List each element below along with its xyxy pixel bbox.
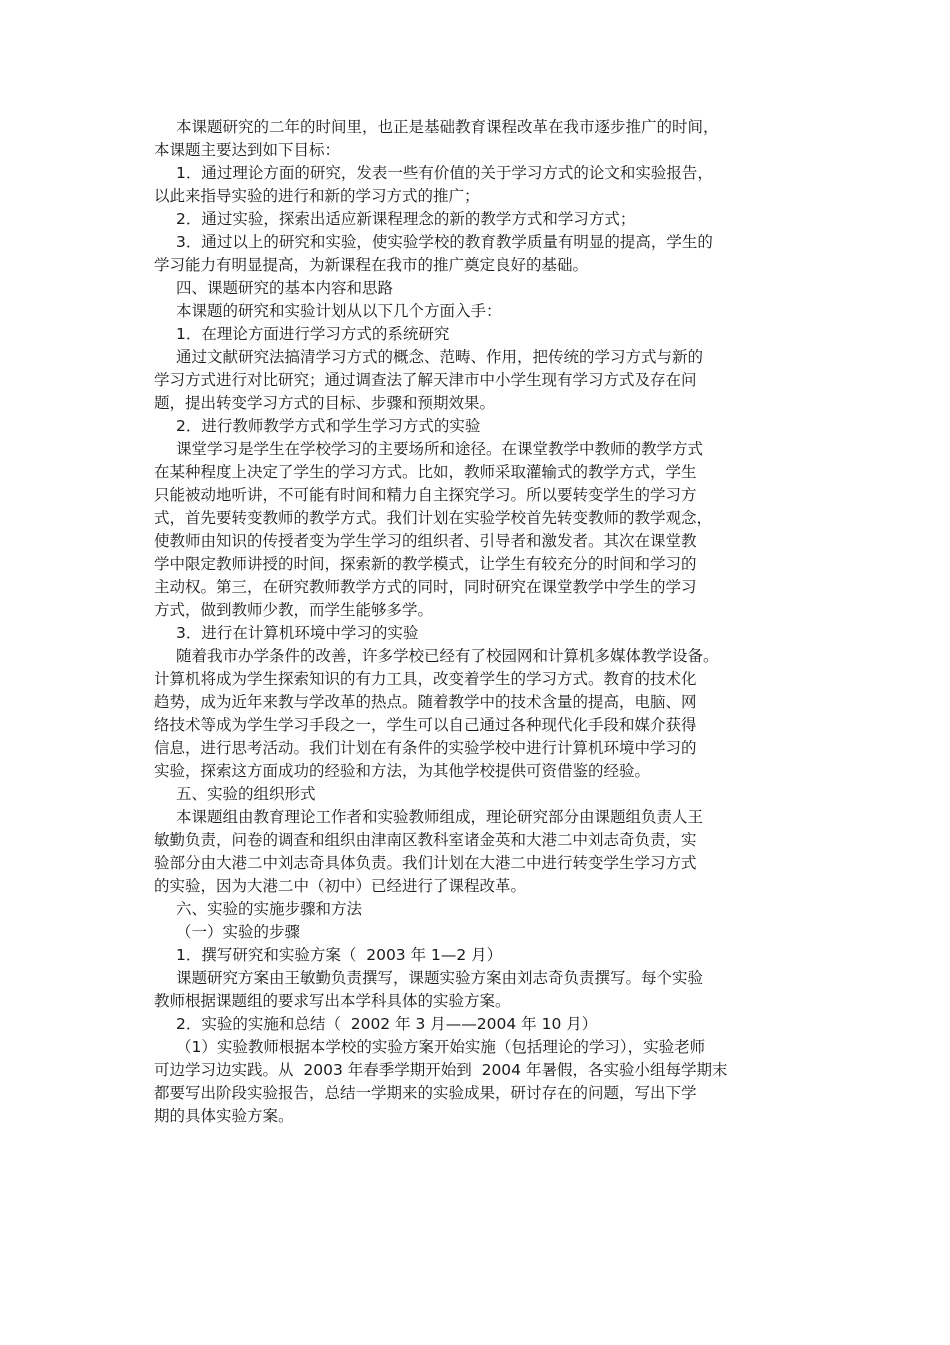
- text-line: 学中限定教师讲授的时间，探索新的教学模式，让学生有较充分的时间和学习的: [154, 555, 697, 573]
- text-line: 在某种程度上决定了学生的学习方式。比如，教师采取灌输式的教学方式，学生: [154, 463, 697, 481]
- text-line: 通过文献研究法搞清学习方式的概念、范畴、作用，把传统的学习方式与新的: [176, 348, 704, 366]
- text-line: 络技术等成为学生学习手段之一，学生可以自己通过各种现代化手段和媒介获得: [154, 716, 697, 734]
- text-line: 教师根据课题组的要求写出本学科具体的实验方案。: [154, 992, 511, 1010]
- text-line: 1．在理论方面进行学习方式的系统研究: [176, 325, 450, 343]
- text-line: （一）实验的步骤: [176, 923, 301, 941]
- text-line: 都要写出阶段实验报告，总结一学期来的实验成果，研讨存在的问题，写出下学: [154, 1084, 697, 1102]
- text-line: 计算机将成为学生探索知识的有力工具，改变着学生的学习方式。教育的技术化: [154, 670, 697, 688]
- text-line: 本课题组由教育理论工作者和实验教师组成，理论研究部分由课题组负责人王: [176, 808, 704, 826]
- text-line: 验部分由大港二中刘志奇具体负责。我们计划在大港二中进行转变学生学习方式: [154, 854, 697, 872]
- text-line: 2．实验的实施和总结（ 2002 年 3 月——2004 年 10 月）: [176, 1015, 598, 1033]
- text-line: 的实验，因为大港二中（初中）已经进行了课程改革。: [154, 877, 527, 895]
- text-line: 3．进行在计算机环境中学习的实验: [176, 624, 419, 642]
- text-line: 实验，探索这方面成功的经验和方法，为其他学校提供可资借鉴的经验。: [154, 762, 651, 780]
- text-line: 使教师由知识的传授者变为学生学习的组织者、引导者和激发者。其次在课堂教: [154, 532, 697, 550]
- text-line: 课题研究方案由王敏勤负责撰写，课题实验方案由刘志奇负责撰写。每个实验: [176, 969, 704, 987]
- text-line: 方式，做到教师少教，而学生能够多学。: [154, 601, 434, 619]
- text-line: 五、实验的组织形式: [176, 785, 316, 803]
- text-line: 期的具体实验方案。: [154, 1107, 294, 1125]
- text-line: 本课题研究的二年的时间里，也正是基础教育课程改革在我市逐步推广的时间，: [176, 118, 719, 136]
- text-line: 以此来指导实验的进行和新的学习方式的推广；: [154, 187, 480, 205]
- text-line: 本课题的研究和实验计划从以下几个方面入手：: [176, 302, 502, 320]
- text-line: 信息，进行思考活动。我们计划在有条件的实验学校中进行计算机环境中学习的: [154, 739, 697, 757]
- text-line: 学习方式进行对比研究；通过调查法了解天津市中小学生现有学习方式及存在问: [154, 371, 697, 389]
- document-body: [154, 116, 790, 1128]
- text-line: 六、实验的实施步骤和方法: [176, 900, 363, 918]
- text-line: 本课题主要达到如下目标：: [154, 141, 341, 159]
- text-line: 2．进行教师教学方式和学生学习方式的实验: [176, 417, 481, 435]
- text-line: 随着我市办学条件的改善，许多学校已经有了校园网和计算机多媒体教学设备。: [176, 647, 719, 665]
- text-line: 1．通过理论方面的研究，发表一些有价值的关于学习方式的论文和实验报告，: [176, 164, 713, 182]
- text-line: 2．通过实验，探索出适应新课程理念的新的教学方式和学习方式；: [176, 210, 636, 228]
- text-line: 学习能力有明显提高，为新课程在我市的推广奠定良好的基础。: [154, 256, 589, 274]
- text-line: 式，首先要转变教师的教学方式。我们计划在实验学校首先转变教师的教学观念，: [154, 509, 713, 527]
- text-line: （1）实验教师根据本学校的实验方案开始实施（包括理论的学习），实验老师: [176, 1038, 706, 1056]
- text-line: 1．撰写研究和实验方案（ 2003 年 1—2 月）: [176, 946, 503, 964]
- text-line: 课堂学习是学生在学校学习的主要场所和途径。在课堂教学中教师的教学方式: [176, 440, 704, 458]
- text-line: 趋势，成为近年来教与学改革的热点。随着教学中的技术含量的提高，电脑、网: [154, 693, 697, 711]
- text-line: 敏勤负责，问卷的调查和组织由津南区教科室诸金英和大港二中刘志奇负责，实: [154, 831, 697, 849]
- text-line: 主动权。第三，在研究教师教学方式的同时，同时研究在课堂教学中学生的学习: [154, 578, 697, 596]
- text-line: 只能被动地听讲，不可能有时间和精力自主探究学习。所以要转变学生的学习方: [154, 486, 697, 504]
- text-line: 可边学习边实践。从 2003 年春季学期开始到 2004 年暑假，各实验小组每学期末: [154, 1061, 728, 1079]
- text-line: 3．通过以上的研究和实验，使实验学校的教育教学质量有明显的提高，学生的: [176, 233, 713, 251]
- text-line: 四、课题研究的基本内容和思路: [176, 279, 394, 297]
- text-line: 题，提出转变学习方式的目标、步骤和预期效果。: [154, 394, 496, 412]
